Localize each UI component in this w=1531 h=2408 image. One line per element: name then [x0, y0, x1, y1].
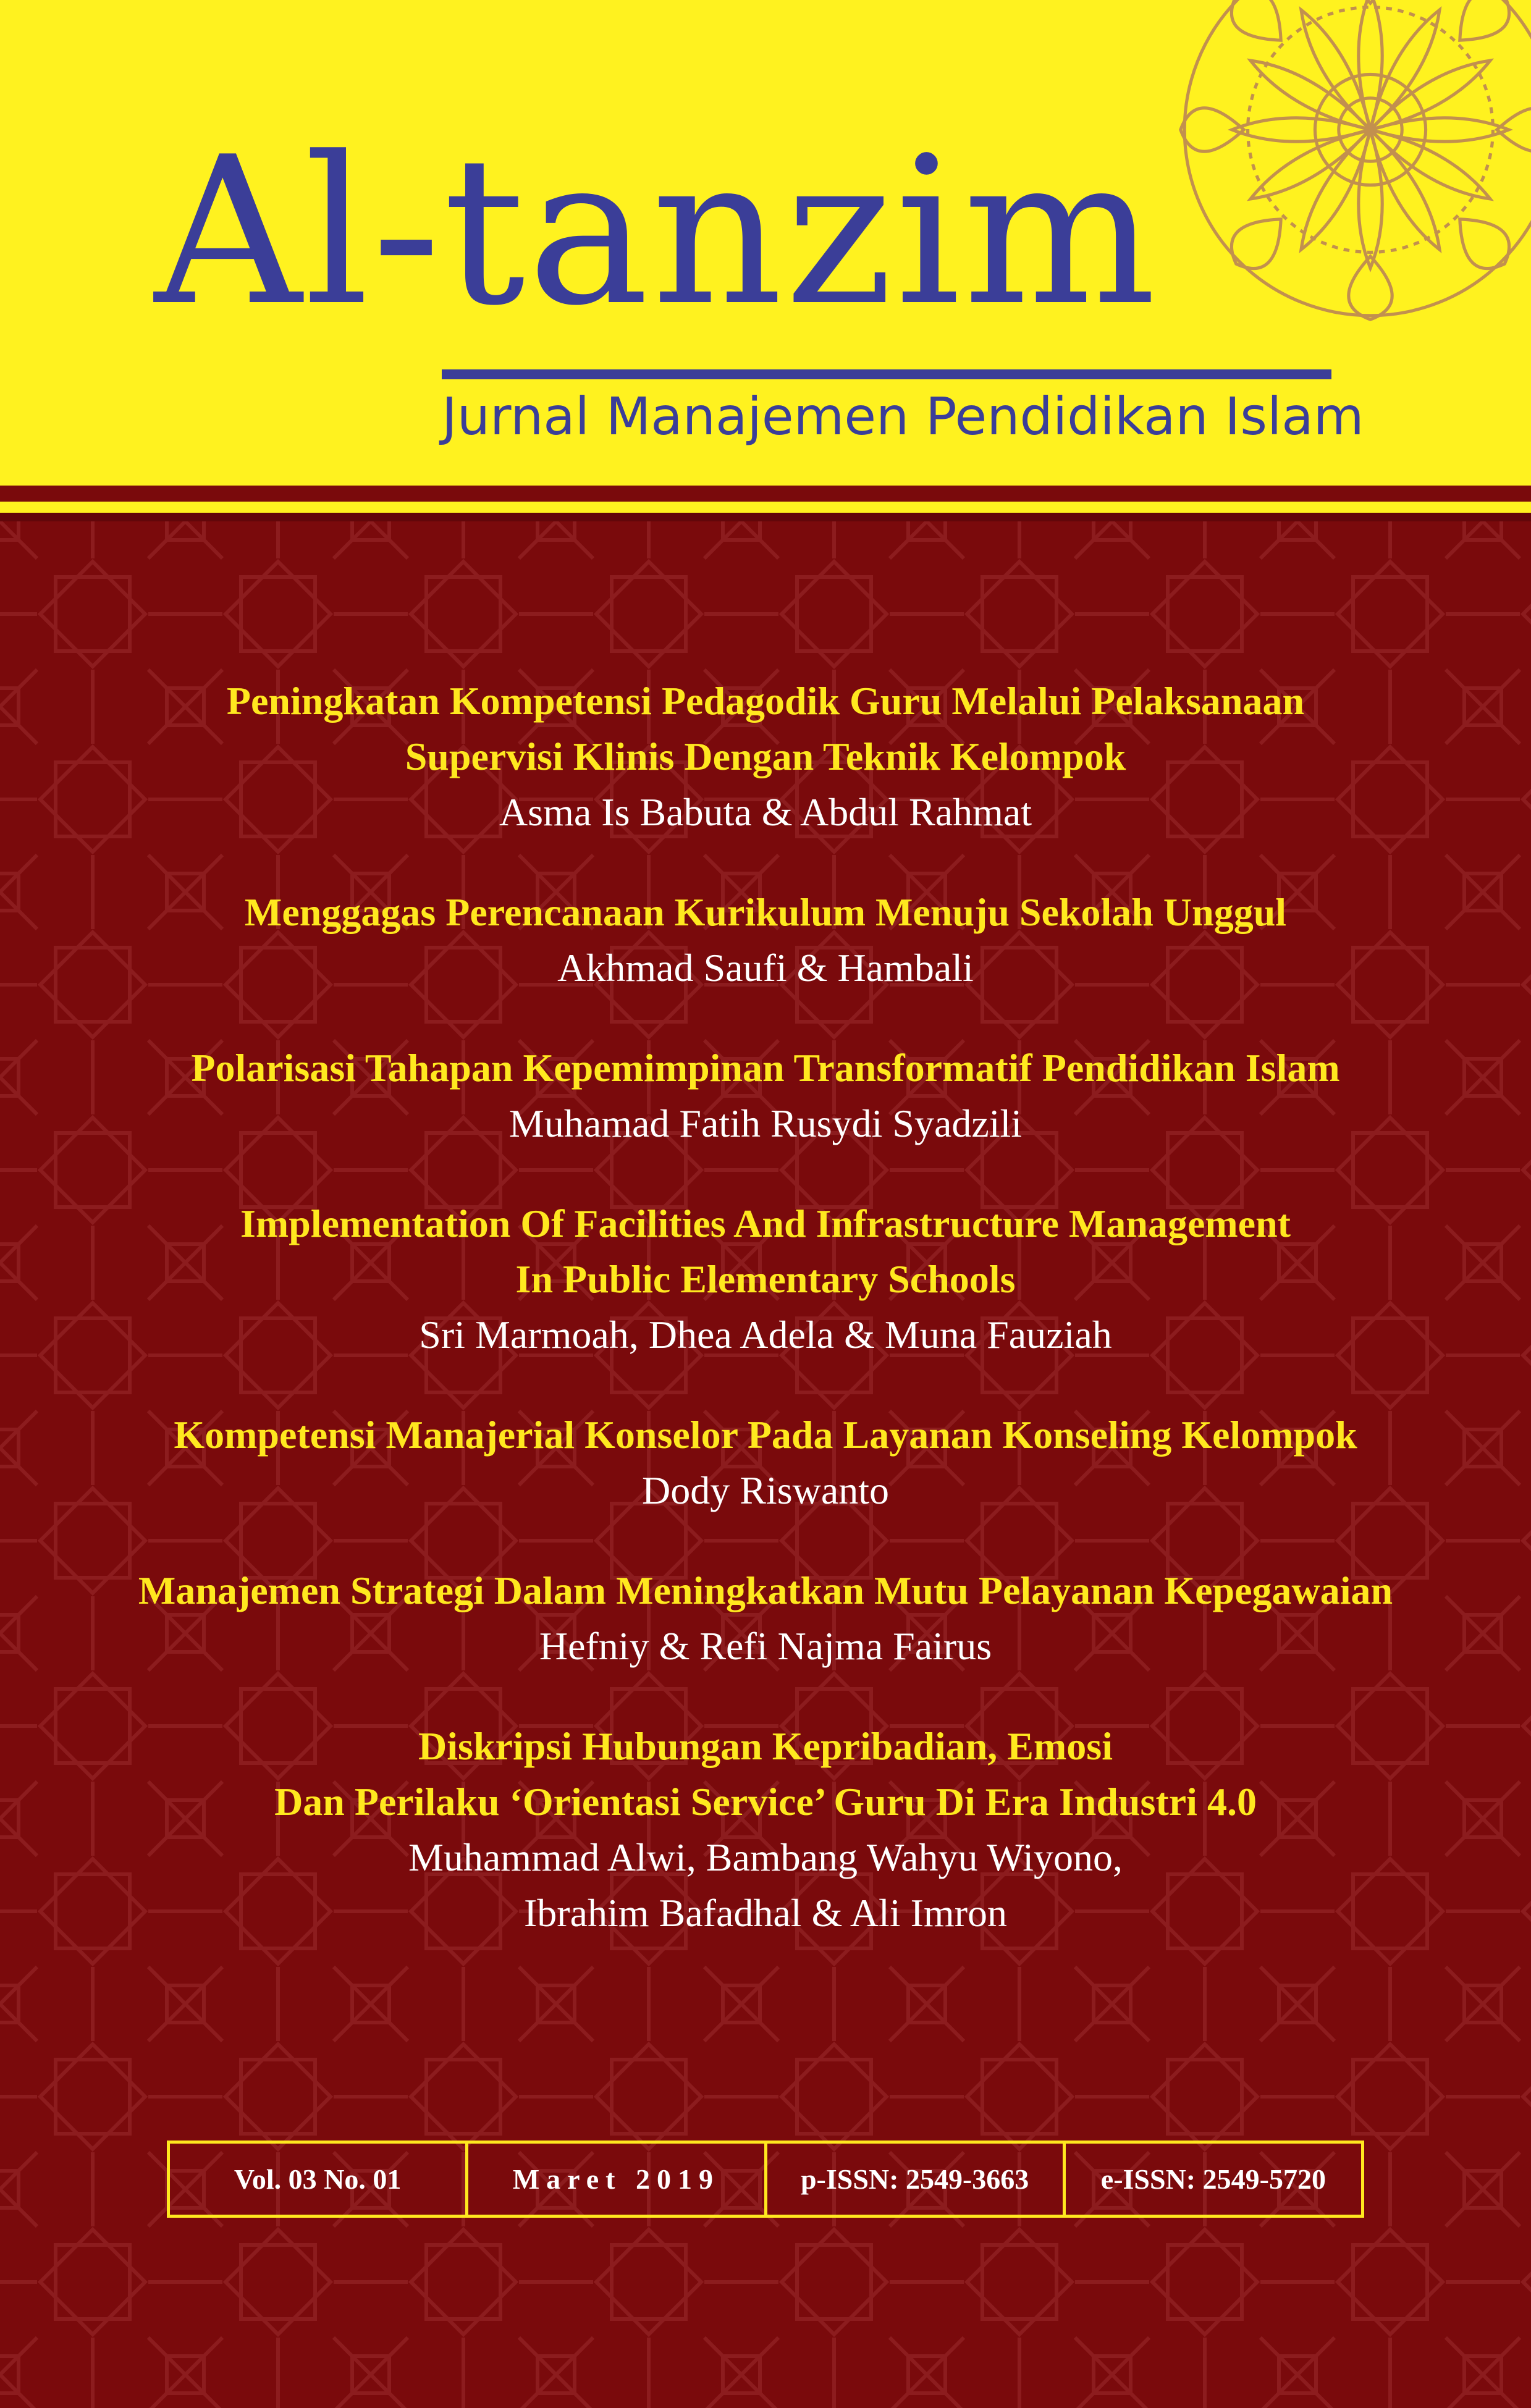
article-authors: Dody Riswanto [642, 1468, 889, 1512]
article-entry [0, 1196, 1531, 1363]
journal-title: Al-tanzim [154, 113, 1159, 350]
volume-number: Vol. 03 No. 01 [170, 2144, 468, 2215]
article-title: Diskripsi Hubungan Kepribadian, Emosi Dan Perilaku ‘Orientasi Service’ Guru Di Era Industri 4.0 [274, 1724, 1257, 1824]
print-issn: p-ISSN: 2549-3663 [767, 2144, 1066, 2215]
article-authors: Muhammad Alwi, Bambang Wahyu Wiyono, Ibrahim Bafadhal & Ali Imron [408, 1835, 1123, 1935]
article-title: Manajemen Strategi Dalam Meningkatkan Mutu Pelayanan Kepegawaian [138, 1568, 1393, 1612]
header-divider-accent [0, 502, 1531, 513]
mandala-ornament-icon [1173, 0, 1531, 327]
article-authors: Asma Is Babuta & Abdul Rahmat [499, 790, 1032, 834]
article-entry [0, 673, 1531, 840]
table-of-contents [0, 673, 1531, 1985]
journal-subtitle: Jurnal Manajemen Pendidikan Islam [442, 386, 1364, 447]
cover-header [0, 0, 1531, 486]
electronic-issn: e-ISSN: 2549-5720 [1100, 2163, 1326, 2195]
article-entry [0, 1407, 1531, 1518]
article-title: Peningkatan Kompetensi Pedagodik Guru Melalui Pelaksanaan Supervisi Klinis Dengan Teknik Kelompok [226, 679, 1305, 778]
article-authors: Muhamad Fatih Rusydi Syadzili [508, 1101, 1023, 1145]
article-title: Implementation Of Facilities And Infrastructure Management In Public Elementary Schools [240, 1202, 1291, 1301]
title-underline [442, 369, 1331, 379]
article-authors: Hefniy & Refi Najma Fairus [539, 1624, 992, 1668]
article-entry [0, 885, 1531, 996]
publication-date: Maret 2019 [468, 2144, 767, 2215]
article-authors: Akhmad Saufi & Hambali [557, 946, 974, 990]
article-entry [0, 1040, 1531, 1151]
header-divider-shadow [0, 513, 1531, 521]
article-title: Polarisasi Tahapan Kepemimpinan Transformatif Pendidikan Islam [191, 1046, 1340, 1090]
article-title: Kompetensi Manajerial Konselor Pada Layanan Konseling Kelompok [174, 1413, 1357, 1457]
article-entry [0, 1719, 1531, 1941]
article-authors: Sri Marmoah, Dhea Adela & Muna Fauziah [419, 1313, 1112, 1357]
header-divider [0, 486, 1531, 502]
article-entry [0, 1563, 1531, 1674]
article-title: Menggagas Perencanaan Kurikulum Menuju Sekolah Unggul [244, 890, 1287, 934]
publication-info-table [167, 2141, 1364, 2218]
